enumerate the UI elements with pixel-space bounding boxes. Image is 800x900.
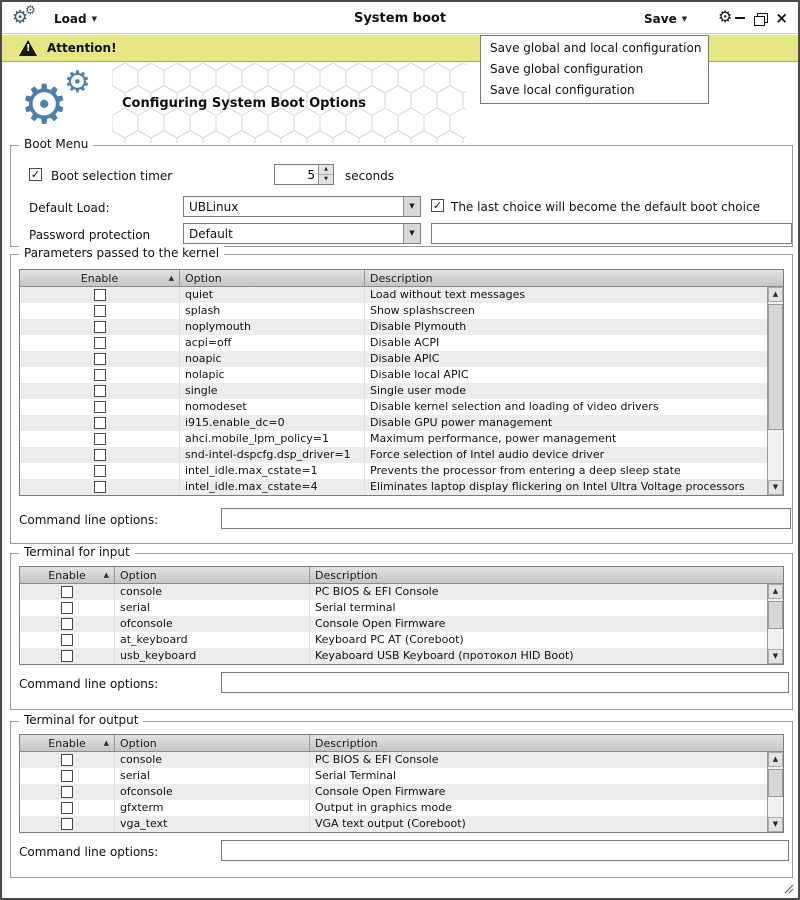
option-cell: i915.enable_dc=0 — [180, 415, 365, 431]
default-load-label: Default Load: — [29, 201, 110, 215]
enable-header-label: Enable — [48, 568, 86, 582]
description-cell: Disable APIC — [370, 352, 440, 365]
enable-cell — [20, 479, 180, 495]
sort-asc-icon: ▲ — [103, 571, 109, 579]
enable-cell — [20, 784, 115, 800]
warning-icon — [19, 40, 37, 56]
default-load-value: UBLinux — [189, 200, 239, 214]
vertical-scrollbar[interactable] — [767, 752, 783, 832]
table-row[interactable] — [20, 584, 767, 600]
table-row[interactable] — [20, 431, 767, 447]
table-row[interactable] — [20, 479, 767, 495]
scroll-down-button[interactable]: ▼ — [768, 480, 783, 495]
save-label: Save — [644, 12, 677, 26]
password-input[interactable] — [431, 223, 792, 244]
row-enable-checkbox[interactable] — [61, 650, 73, 662]
row-enable-checkbox[interactable] — [94, 401, 106, 413]
table-body — [20, 287, 767, 495]
table-header — [20, 567, 783, 584]
option-column-header[interactable] — [180, 270, 365, 286]
kernel-params-table — [19, 269, 784, 496]
last-choice-label: The last choice will become the default boot choice — [451, 200, 760, 214]
description-cell: VGA text output (Coreboot) — [315, 817, 466, 830]
enable-cell — [20, 616, 115, 632]
table-row[interactable] — [20, 415, 767, 431]
row-enable-checkbox[interactable] — [61, 618, 73, 630]
description-cell: Console Open Firmware — [315, 617, 446, 630]
option-cell: nomodeset — [180, 399, 365, 415]
description-column-header[interactable] — [310, 735, 783, 751]
gear-icon: ⚙ — [20, 73, 69, 136]
table-body — [20, 584, 767, 664]
kernel-cmdline-input[interactable] — [221, 508, 791, 529]
spin-buttons — [318, 165, 333, 184]
row-enable-checkbox[interactable] — [61, 818, 73, 830]
chevron-down-icon: ▼ — [91, 15, 97, 23]
option-cell: console — [115, 584, 310, 600]
scroll-up-button[interactable]: ▲ — [768, 287, 783, 302]
boot-timer-checkbox[interactable]: ✓ — [30, 168, 41, 181]
description-cell: Keyboard PC AT (Coreboot) — [315, 633, 464, 646]
description-cell: Disable ACPI — [370, 336, 440, 349]
table-row[interactable] — [20, 800, 767, 816]
enable-cell — [20, 632, 115, 648]
option-cell: noplymouth — [180, 319, 365, 335]
enable-cell — [20, 319, 180, 335]
option-cell: intel_idle.max_cstate=4 — [180, 479, 365, 495]
spin-down-icon[interactable]: ▼ — [319, 175, 333, 185]
enable-cell — [20, 584, 115, 600]
enable-header-label: Enable — [80, 271, 119, 285]
description-header-label: Description — [370, 271, 433, 285]
kernel-params-group — [10, 246, 793, 544]
page-title: Configuring System Boot Options — [122, 96, 367, 111]
option-cell: console — [115, 752, 310, 768]
menu-item-save-local[interactable]: Save local configuration — [490, 83, 635, 97]
description-cell: Serial Terminal — [315, 769, 397, 782]
maximize-button[interactable] — [754, 13, 766, 24]
option-cell: noapic — [180, 351, 365, 367]
description-cell: PC BIOS & EFI Console — [315, 585, 439, 598]
terminal-input-cmdline-input[interactable] — [221, 672, 789, 693]
enable-cell — [20, 351, 180, 367]
row-enable-checkbox[interactable] — [61, 602, 73, 614]
enable-cell — [20, 752, 115, 768]
window-controls — [735, 10, 788, 26]
table-row[interactable] — [20, 632, 767, 648]
app-gears-icon — [12, 4, 46, 32]
terminal-output-cmdline-input[interactable] — [221, 840, 789, 861]
enable-cell — [20, 415, 180, 431]
terminal-output-table — [19, 734, 784, 833]
row-enable-checkbox[interactable] — [94, 337, 106, 349]
table-row[interactable] — [20, 752, 767, 768]
table-row[interactable] — [20, 463, 767, 479]
enable-cell — [20, 816, 115, 832]
password-protection-value: Default — [189, 227, 233, 241]
enable-cell — [20, 600, 115, 616]
description-cell: Prevents the processor from entering a deep sleep state — [370, 464, 681, 477]
enable-cell — [20, 383, 180, 399]
description-column-header[interactable] — [310, 567, 783, 583]
table-header — [20, 735, 783, 752]
scroll-up-button[interactable]: ▲ — [768, 584, 783, 599]
enable-cell — [20, 303, 180, 319]
close-button[interactable]: × — [775, 9, 788, 27]
save-menu-button[interactable] — [644, 10, 687, 28]
table-row[interactable] — [20, 600, 767, 616]
titlebar — [2, 2, 798, 34]
gear-icon: ⚙ — [64, 65, 91, 100]
option-cell: ofconsole — [115, 784, 310, 800]
description-cell: PC BIOS & EFI Console — [315, 753, 439, 766]
row-enable-checkbox[interactable] — [94, 465, 106, 477]
sort-asc-icon: ▲ — [168, 274, 174, 282]
menu-item-save-global[interactable]: Save global configuration — [490, 62, 644, 76]
option-cell: single — [180, 383, 365, 399]
table-row[interactable] — [20, 351, 767, 367]
seconds-label: seconds — [345, 169, 395, 183]
resize-grip[interactable] — [782, 882, 794, 894]
scroll-down-button[interactable]: ▼ — [768, 817, 783, 832]
row-enable-checkbox[interactable] — [61, 634, 73, 646]
row-enable-checkbox[interactable] — [94, 353, 106, 365]
chevron-down-icon: ▼ — [681, 15, 688, 23]
cmdline-label: Command line options: — [19, 845, 159, 859]
group-legend: Parameters passed to the kernel — [19, 246, 224, 260]
option-cell: nolapic — [180, 367, 365, 383]
option-cell: acpi=off — [180, 335, 365, 351]
option-cell: serial — [115, 600, 310, 616]
scrollbar-thumb[interactable] — [768, 601, 783, 629]
option-cell: ahci.mobile_lpm_policy=1 — [180, 431, 365, 447]
scrollbar-thumb[interactable] — [768, 769, 783, 797]
table-row[interactable] — [20, 447, 767, 463]
option-column-header[interactable] — [115, 567, 310, 583]
option-column-header[interactable] — [115, 735, 310, 751]
option-header-label: Option — [120, 736, 157, 750]
table-header — [20, 270, 783, 287]
row-enable-checkbox[interactable] — [94, 289, 106, 301]
description-cell: Show splashscreen — [370, 304, 475, 317]
terminal-output-group — [10, 713, 793, 878]
table-row[interactable] — [20, 784, 767, 800]
password-protection-label: Password protection — [29, 228, 151, 242]
row-enable-checkbox[interactable] — [61, 802, 73, 814]
table-body — [20, 752, 767, 832]
option-cell: gfxterm — [115, 800, 310, 816]
table-row[interactable] — [20, 335, 767, 351]
row-enable-checkbox[interactable] — [94, 385, 106, 397]
table-row[interactable] — [20, 768, 767, 784]
timer-seconds-input[interactable] — [275, 165, 318, 184]
option-cell: intel_idle.max_cstate=1 — [180, 463, 365, 479]
table-row[interactable] — [20, 383, 767, 399]
description-cell: Serial terminal — [315, 601, 396, 614]
vertical-scrollbar[interactable] — [767, 584, 783, 664]
description-header-label: Description — [315, 736, 378, 750]
enable-cell — [20, 768, 115, 784]
timer-seconds-spinner[interactable] — [274, 164, 334, 185]
attention-label: Attention! — [47, 41, 117, 55]
row-enable-checkbox[interactable] — [94, 433, 106, 445]
window-title: System boot — [353, 11, 447, 26]
enable-cell — [20, 399, 180, 415]
scroll-up-button[interactable]: ▲ — [768, 752, 783, 767]
enable-column-header[interactable] — [20, 270, 180, 286]
row-enable-checkbox[interactable] — [61, 770, 73, 782]
description-cell: Disable GPU power management — [370, 416, 553, 429]
description-cell: Disable kernel selection and loading of video drivers — [370, 400, 659, 413]
sort-asc-icon: ▲ — [103, 739, 109, 747]
table-row[interactable] — [20, 287, 767, 303]
cmdline-label: Command line options: — [19, 677, 159, 691]
terminal-input-group — [10, 545, 793, 710]
description-cell: Load without text messages — [370, 288, 526, 301]
description-cell: Eliminates laptop display flickering on Intel Ultra Voltage processors — [370, 480, 745, 493]
row-enable-checkbox[interactable] — [94, 369, 106, 381]
chevron-down-icon[interactable]: ▼ — [403, 224, 420, 243]
load-label: Load — [54, 12, 87, 26]
option-cell: at_keyboard — [115, 632, 310, 648]
description-cell: Output in graphics mode — [315, 801, 452, 814]
table-row[interactable] — [20, 319, 767, 335]
row-enable-checkbox[interactable] — [94, 305, 106, 317]
enable-cell — [20, 287, 180, 303]
minimize-button[interactable] — [735, 13, 745, 23]
option-cell: serial — [115, 768, 310, 784]
enable-column-header[interactable] — [20, 735, 115, 751]
table-row[interactable] — [20, 303, 767, 319]
table-row[interactable] — [20, 816, 767, 832]
app-logo-gears — [18, 66, 114, 140]
settings-gear-icon[interactable]: ⚙ — [718, 7, 733, 26]
scrollbar-thumb[interactable] — [768, 304, 783, 430]
enable-header-label: Enable — [48, 736, 86, 750]
group-legend: Terminal for output — [19, 713, 143, 727]
option-cell: usb_keyboard — [115, 648, 310, 664]
option-cell: vga_text — [115, 816, 310, 832]
enable-cell — [20, 648, 115, 664]
row-enable-checkbox[interactable] — [94, 449, 106, 461]
last-choice-checkbox[interactable]: ✓ — [432, 199, 443, 212]
cmdline-label: Command line options: — [19, 513, 159, 527]
description-cell: Disable Plymouth — [370, 320, 467, 333]
option-cell: splash — [180, 303, 365, 319]
enable-cell — [20, 431, 180, 447]
row-enable-checkbox[interactable] — [61, 754, 73, 766]
load-menu-button[interactable] — [54, 10, 97, 28]
gear-icon: ⚙ — [12, 7, 29, 28]
description-cell: Disable local APIC — [370, 368, 469, 381]
enable-column-header[interactable] — [20, 567, 115, 583]
row-enable-checkbox[interactable] — [94, 417, 106, 429]
description-header-label: Description — [315, 568, 378, 582]
menu-item-save-global-local[interactable]: Save global and local configuration — [490, 41, 702, 55]
row-enable-checkbox[interactable] — [61, 586, 73, 598]
description-cell: Maximum performance, power management — [370, 432, 617, 445]
group-legend: Boot Menu — [19, 137, 93, 151]
table-row[interactable] — [20, 648, 767, 664]
password-protection-select[interactable] — [183, 223, 421, 244]
group-legend: Terminal for input — [19, 545, 135, 559]
chevron-down-icon[interactable]: ▼ — [403, 197, 420, 216]
save-dropdown-menu — [480, 35, 709, 104]
spin-up-icon[interactable]: ▲ — [319, 165, 333, 175]
enable-cell — [20, 800, 115, 816]
option-header-label: Option — [120, 568, 157, 582]
row-enable-checkbox[interactable] — [94, 321, 106, 333]
boot-menu-group — [10, 137, 793, 247]
vertical-scrollbar[interactable] — [767, 287, 783, 495]
terminal-input-table — [19, 566, 784, 665]
description-cell: Keyaboard USB Keyboard (протокол HID Boot) — [315, 649, 574, 662]
row-enable-checkbox[interactable] — [61, 786, 73, 798]
description-cell: Single user mode — [370, 384, 466, 397]
enable-cell — [20, 335, 180, 351]
scroll-down-button[interactable]: ▼ — [768, 649, 783, 664]
table-row[interactable] — [20, 399, 767, 415]
enable-cell — [20, 447, 180, 463]
table-row[interactable] — [20, 616, 767, 632]
option-cell: ofconsole — [115, 616, 310, 632]
description-column-header[interactable] — [365, 270, 783, 286]
option-cell: snd-intel-dspcfg.dsp_driver=1 — [180, 447, 365, 463]
description-cell: Console Open Firmware — [315, 785, 446, 798]
default-load-select[interactable] — [183, 196, 421, 217]
description-cell: Force selection of Intel audio device driver — [370, 448, 605, 461]
table-row[interactable] — [20, 367, 767, 383]
enable-cell — [20, 463, 180, 479]
option-cell: quiet — [180, 287, 365, 303]
boot-timer-label: Boot selection timer — [51, 169, 173, 183]
gear-icon: ⚙ — [25, 3, 36, 17]
option-header-label: Option — [185, 271, 222, 285]
row-enable-checkbox[interactable] — [94, 481, 106, 493]
enable-cell — [20, 367, 180, 383]
